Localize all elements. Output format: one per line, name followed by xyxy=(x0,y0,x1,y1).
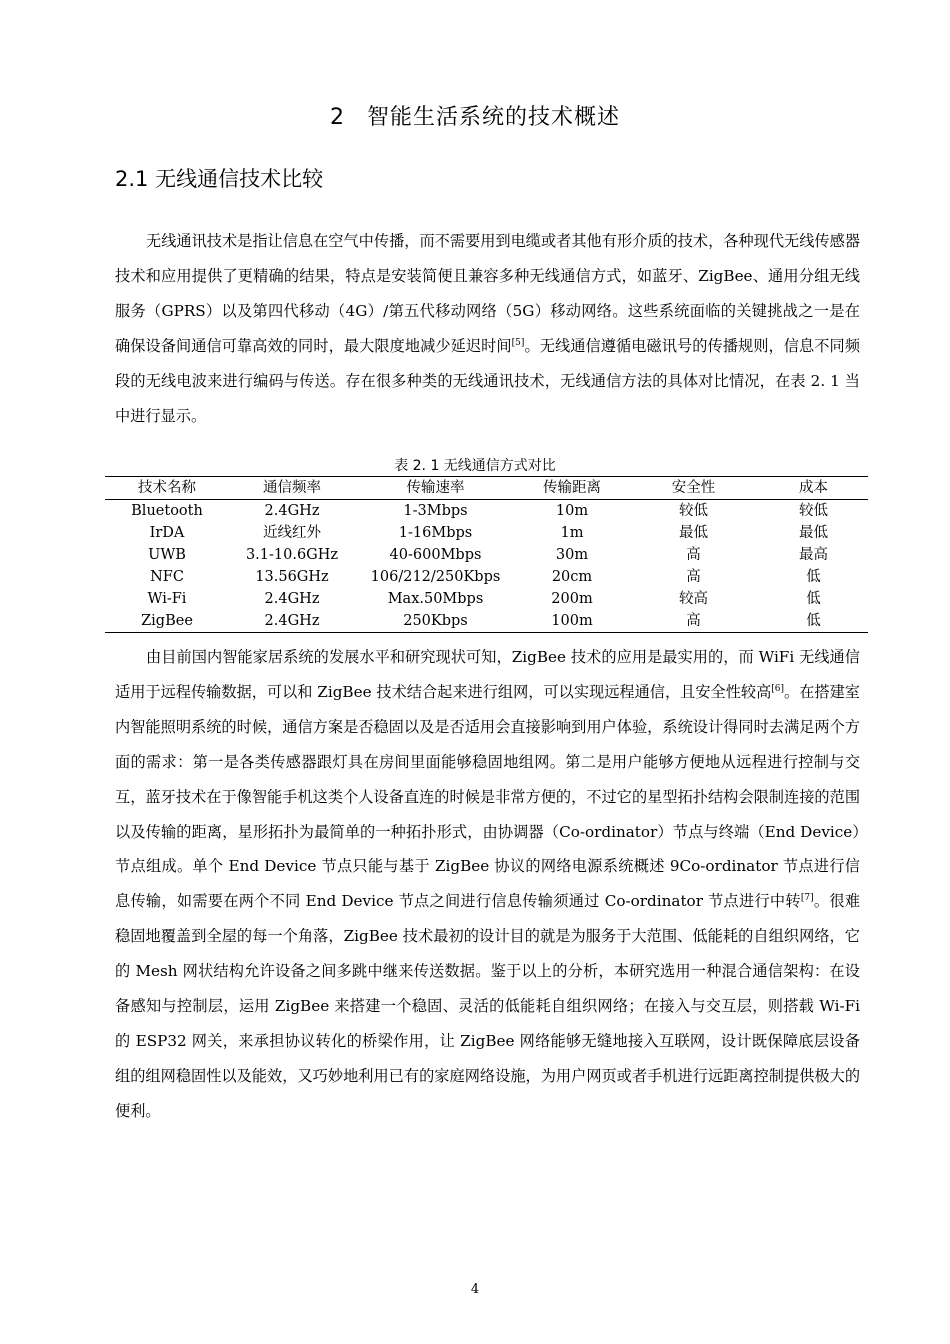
table-row xyxy=(105,610,868,633)
table-cell: 近线红外 xyxy=(263,525,321,541)
table-cell: 最高 xyxy=(799,547,828,563)
table-cell: 2.4GHz xyxy=(264,613,320,629)
comparison-table xyxy=(105,476,868,633)
citation: [6] xyxy=(771,683,785,694)
table-cell: 40-600Mbps xyxy=(389,547,482,563)
chapter-number: 2 xyxy=(329,105,345,130)
table-header-row xyxy=(105,477,868,500)
table-cell: NFC xyxy=(150,569,184,585)
table-cell: 1-3Mbps xyxy=(403,503,468,519)
table-cell: 1-16Mbps xyxy=(398,525,473,541)
table-cell: 3.1-10.6GHz xyxy=(245,547,339,563)
table-cell: 2.4GHz xyxy=(264,591,320,607)
table-cell: Bluetooth xyxy=(131,503,203,519)
column-header: 通信频率 xyxy=(263,480,321,496)
table-cell: Max.50Mbps xyxy=(387,591,484,607)
table-row xyxy=(105,588,868,610)
citation: [7] xyxy=(800,893,814,904)
table-cell: UWB xyxy=(148,547,186,563)
table-cell: 2.4GHz xyxy=(264,503,320,519)
table-cell: 10m xyxy=(555,503,589,519)
paragraph-text: 。无线通信遵循电磁讯号的传播规则，信息不同频段的无线电波来进行编码与传送。存在很多种类的无线通讯技术，无线通信方法的具体对比情况，在表 2. 1 当中进行显示。 xyxy=(115,336,861,425)
table-cell: 100m xyxy=(551,613,593,629)
column-header: 安全性 xyxy=(671,480,716,496)
chapter-title xyxy=(0,100,950,131)
table-cell: 13.56GHz xyxy=(255,569,329,585)
table-row xyxy=(105,522,868,544)
column-header: 技术名称 xyxy=(138,480,196,496)
paragraph-text: 无线通讯技术是指让信息在空气中传播，而不需要用到电缆或者其他有形介质的技术，各种现代无线传感器技术和应用提供了更精确的结果，特点是安装简便且兼容多种无线通信方式，如蓝牙、ZigBee、通用分组无线服务（GPRS）以及第四代移动（4G）/第五代移动网络（5G）移动网络。这些系统面临的关键挑战之一是在确保设备间通信可靠高效的同时，最大限度地减少延迟时间 xyxy=(115,232,860,355)
column-header: 传输速率 xyxy=(406,480,465,496)
table-cell: 高 xyxy=(686,613,701,629)
table-cell: 30m xyxy=(555,547,589,563)
table-cell: 250Kbps xyxy=(403,613,468,629)
table-cell: 106/212/250Kbps xyxy=(370,569,501,585)
table-cell: 较高 xyxy=(679,591,708,607)
column-header: 传输距离 xyxy=(543,480,601,496)
intro-paragraph xyxy=(115,224,860,433)
table-cell: 1m xyxy=(560,525,584,541)
column-header: 成本 xyxy=(799,480,828,496)
analysis-paragraph xyxy=(115,640,860,1129)
table-cell: Wi-Fi xyxy=(147,591,187,607)
table-cell: 高 xyxy=(686,569,701,585)
table-caption: 表 2. 1 无线通信方式对比 xyxy=(394,458,556,474)
table-row xyxy=(105,544,868,566)
table-cell: 最低 xyxy=(679,525,708,541)
table-row xyxy=(105,500,868,523)
table-cell: 低 xyxy=(806,591,821,607)
table-cell: 高 xyxy=(686,547,701,563)
table-cell: 200m xyxy=(551,591,593,607)
table-cell: 较低 xyxy=(679,503,708,519)
table-row xyxy=(105,566,868,588)
table-cell: IrDA xyxy=(149,525,185,541)
section-title: 2.1 无线通信技术比较 xyxy=(115,167,324,191)
page-number: 4 xyxy=(470,1282,480,1297)
table-cell: 低 xyxy=(806,569,821,585)
paragraph-text: 。很难稳固地覆盖到全屋的每一个角落，ZigBee 技术最初的设计目的就是为服务于大范围、低能耗的自组织网络，它的 Mesh 网状结构允许设备之间多跳中继来传送数据。鉴于以上的分析，本研究选用一种混合通信架构：在设备感知与控制层，运用 ZigBee 来搭建一个稳固、灵活的低能耗自组织网络；在接入与交互层，则搭载 Wi-Fi 的 ESP32 网关，来承担协议转化的桥梁作用，让 ZigBee 网络能够无缝地接入互联网，设计既保障底层设备组的组网稳固性以及能效，又巧妙地利用已有的家庭网络设施，为用户网页或者手机进行远距离控制提供极大的便利。 xyxy=(115,892,861,1120)
table-cell: 较低 xyxy=(799,503,828,519)
paragraph-text: 。在搭建室内智能照明系统的时候，通信方案是否稳固以及是否适用会直接影响到用户体验，系统设计得同时去满足两个方面的需求：第一是各类传感器跟灯具在房间里面能够稳固地组网。第二是用户能够方便地从远程进行控制与交互，蓝牙技术在于像智能手机这类个人设备直连的时候是非常方便的，不过它的星型拓扑结构会限制连接的范围以及传输的距离，星形拓扑为最简单的一种拓扑形式，由协调器（Co-ordinator）节点与终端（End Device）节点组成。单个 End Device 节点只能与基于 ZigBee 协议的网络电源系统概述 9Co-ordinator 节点进行信息传输，如需要在两个不同 End Device 节点之间进行信息传输须通过 Co-ordinator 节点进行中转 xyxy=(115,682,860,911)
table-cell: 低 xyxy=(806,613,821,629)
chapter-title-text: 智能生活系统的技术概述 xyxy=(366,105,620,130)
table-cell: ZigBee xyxy=(141,613,193,629)
table-cell: 20cm xyxy=(551,569,593,585)
citation: [5] xyxy=(511,337,525,348)
paragraph-text: 由目前国内智能家居系统的发展水平和研究现状可知，ZigBee 技术的应用是最实用的，而 WiFi 无线通信适用于远程传输数据，可以和 ZigBee 技术结合起来进行组网，可以实现远程通信，且安全性较高 xyxy=(115,648,860,701)
table-cell: 最低 xyxy=(799,525,828,541)
